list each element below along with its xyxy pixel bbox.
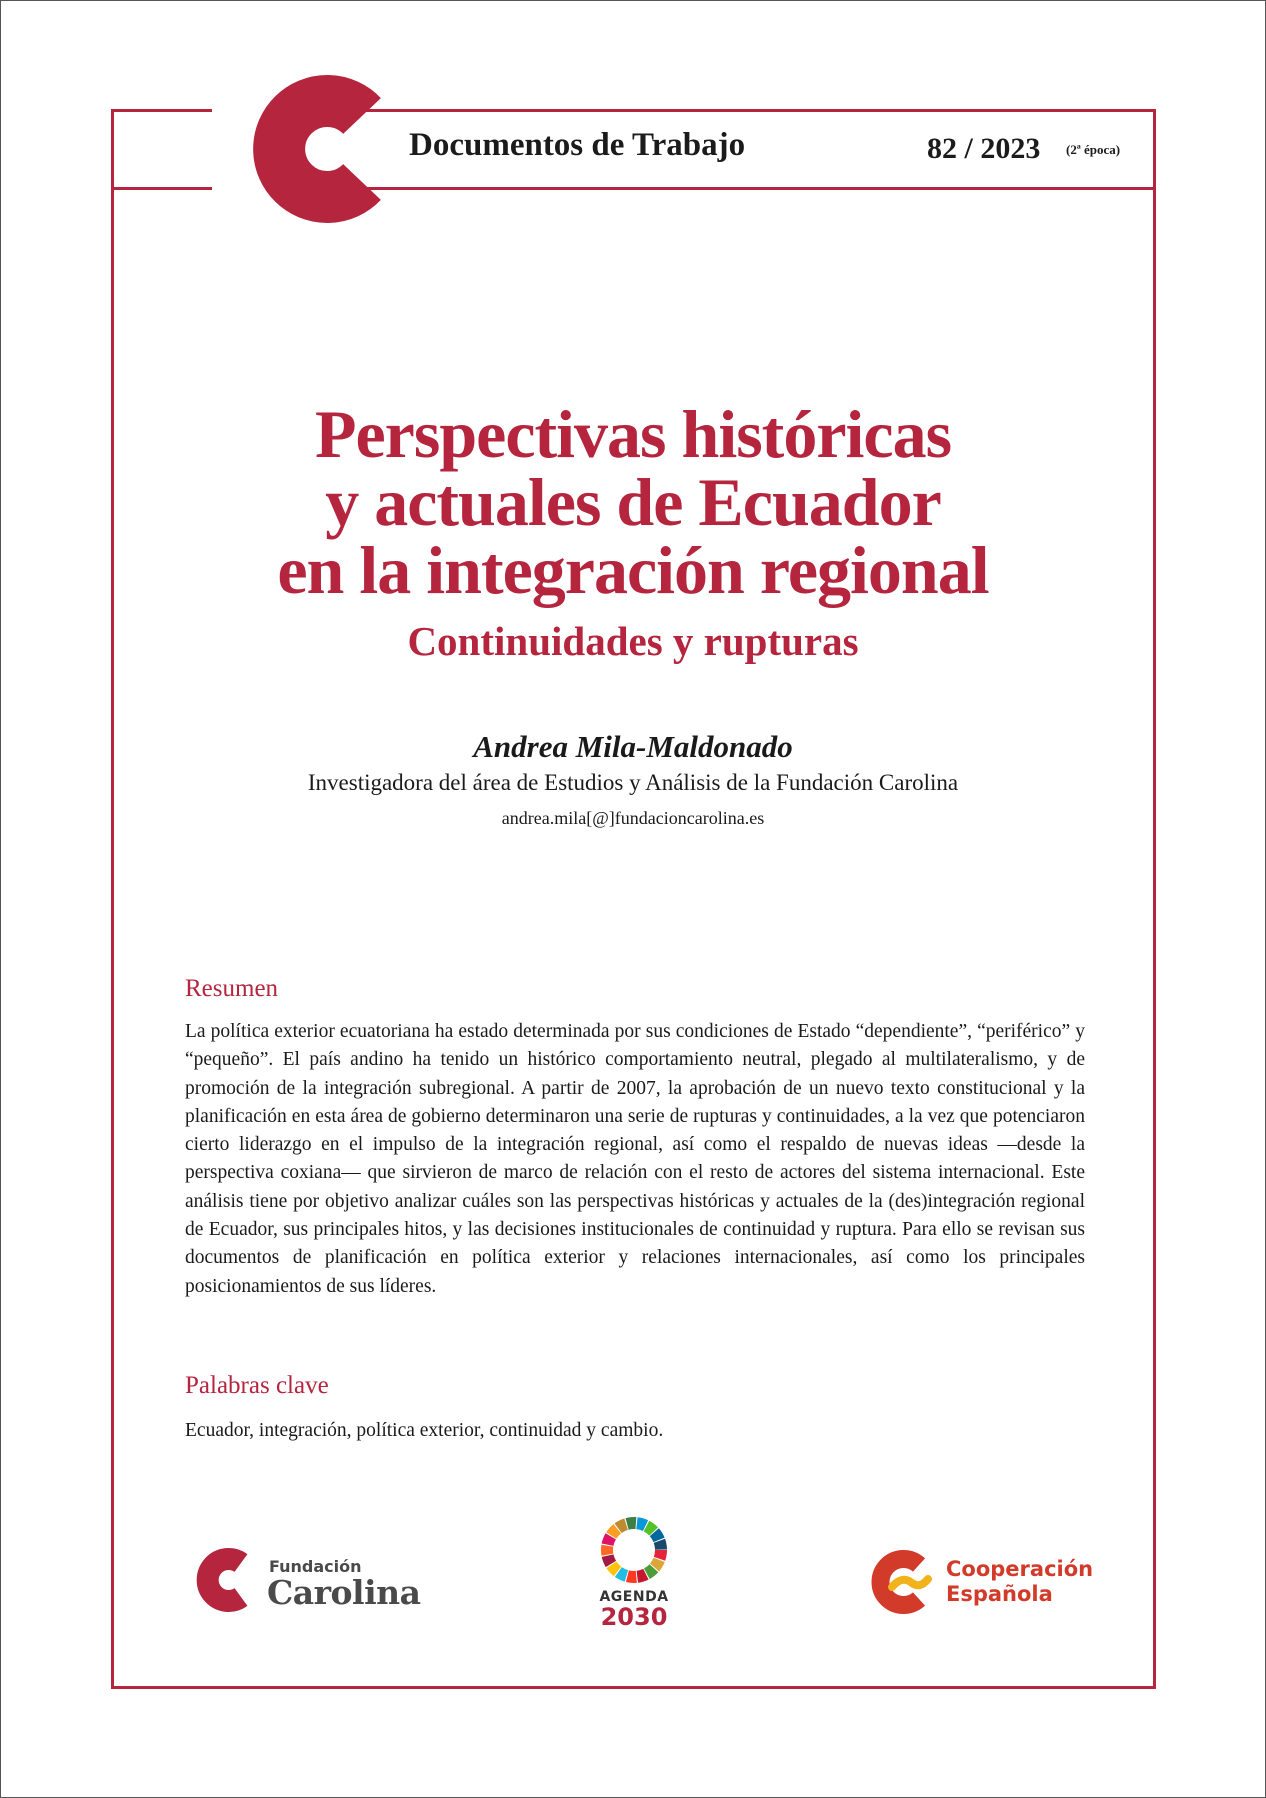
agenda-2030-wheel-icon	[599, 1515, 669, 1585]
fundacion-carolina-logo	[193, 1545, 433, 1620]
title-line: en la integración regional	[277, 532, 989, 608]
document-subtitle: Continuidades y rupturas	[407, 618, 859, 664]
fundacion-carolina-c-logo-icon	[250, 74, 398, 224]
author-email: andrea.mila[@]fundacioncarolina.es	[501, 808, 765, 828]
author-affiliation: Investigadora del área de Estudios y Análisis de la Fundación Carolina	[307, 770, 959, 795]
series-title: Documentos de Trabajo	[409, 127, 746, 163]
cooperacion-espanola-logo	[868, 1545, 1098, 1620]
cooperacion-line2: Española	[946, 1582, 1053, 1606]
series-number: 82 / 2023	[927, 132, 1041, 165]
logo-text-small: Fundación	[269, 1557, 362, 1576]
agenda-label: AGENDA	[599, 1589, 669, 1605]
keywords-text: Ecuador, integración, política exterior, continuidad y cambio.	[185, 1420, 664, 1441]
cooperacion-espanola-icon	[868, 1549, 934, 1615]
cooperacion-text	[946, 1557, 1093, 1607]
logo-text-big: Carolina	[267, 1573, 421, 1612]
abstract-text: La política exterior ecuatoriana ha estado determinada por sus condiciones de Estado “dependiente”, “periférico” y “pequeño”. El país andino ha tenido un histórico comportamiento neutral, plegado al multilateralismo, y de promoción de la integración subregional. A partir de 2007, la aprobación de un nuevo texto constitucional y la planificación en esta área de gobierno determinaron una serie de rupturas y continuidades, a la vez que potenciaron cierto liderazgo en el impulso de la integración regional, así como el respaldo de nuevas ideas —desde la perspectiva coxiana— que sirvieron de marco de relación con el resto de actores del sistema internacional. Este análisis tiene por objetivo analizar cuáles son las perspectivas históricas y actuales de la (des)integración regional de Ecuador, sus principales hitos, y las decisiones institucionales de continuidad y ruptura. Para ello se revisan sus documentos de planificación en política exterior y relaciones internacionales, así como los principales posicionamientos de sus líderes.	[185, 1021, 1085, 1297]
agenda-year: 2030	[600, 1603, 668, 1631]
author-name: Andrea Mila-Maldonado	[473, 729, 793, 764]
carolina-c-icon	[193, 1545, 255, 1615]
series-epoch: (2ª época)	[1066, 142, 1121, 157]
title-line: Perspectivas históricas	[314, 396, 952, 472]
abstract-heading: Resumen	[185, 975, 279, 1002]
cover-frame	[111, 109, 1156, 1689]
document-title	[150, 396, 1116, 666]
keywords-heading: Palabras clave	[185, 1372, 329, 1399]
cooperacion-line1: Cooperación	[946, 1557, 1094, 1581]
title-line: y actuales de Ecuador	[325, 464, 941, 540]
agenda-2030-logo	[587, 1515, 681, 1635]
